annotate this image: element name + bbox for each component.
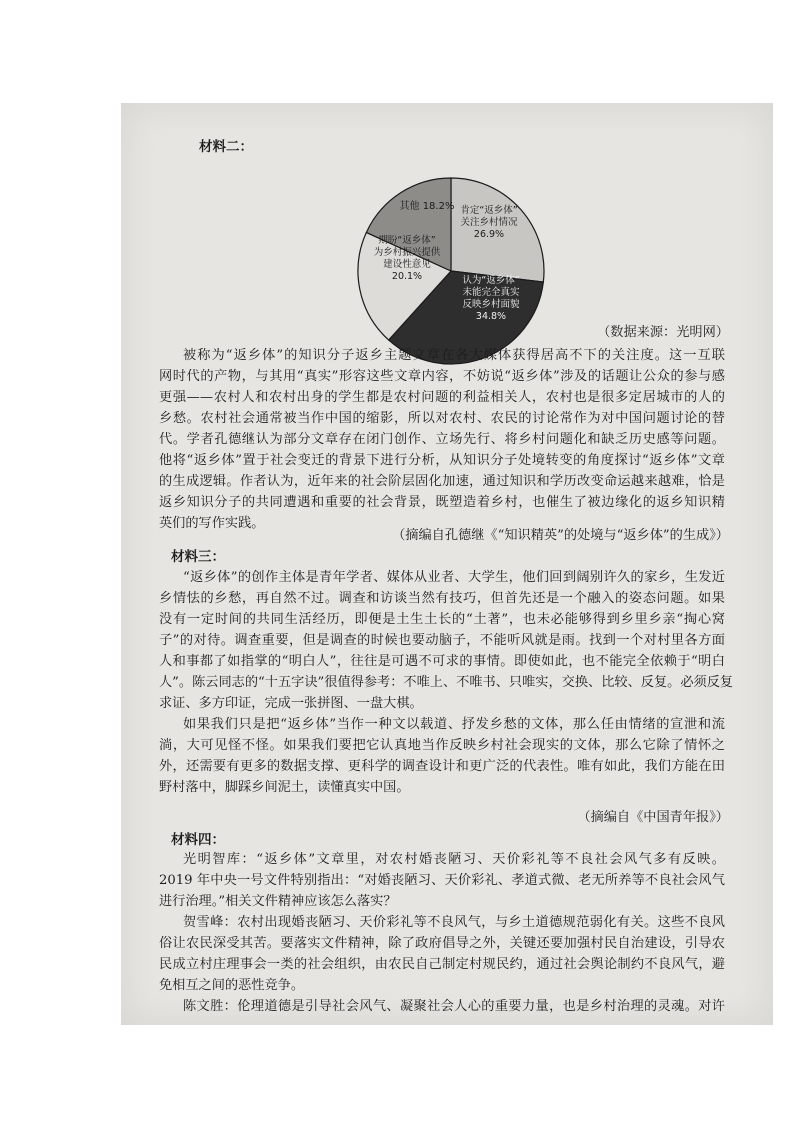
text-line: 人”。陈云同志的“十五字诀”很值得参考：不唯上、不唯书、只唯实，交换、比较、反复。必须反复 xyxy=(159,675,734,690)
text-line: 乡情怯的乡愁，再自然不过。调查和访谈当然有技巧，但首先还是一个融入的姿态问题。如果 xyxy=(159,591,725,606)
text-line: 淌，大可见怪不怪。如果我们要把它认真地当作反映乡村社会现实的文体，那么它除了情怀之 xyxy=(159,738,725,753)
pie-slice-label: 认为“返乡体” xyxy=(462,275,520,286)
pie-slice-label: 肯定“返乡体” xyxy=(460,205,518,216)
text-line: 返乡知识分子的共同遭遇和重要的社会背景，既塑造着乡村，也催生了被边缘化的返乡知识精 xyxy=(159,495,725,510)
pie-slice-label: 建设性意见 xyxy=(383,259,431,270)
citation: （摘编自孔德继《“知识精英”的处境与“返乡体”的生成》） xyxy=(392,528,729,543)
citation: （摘编自《中国青年报》） xyxy=(577,810,729,825)
pie-slice-value: 20.1% xyxy=(391,271,423,282)
text-line: 民成立村庄理事会一类的社会组织，由农民自己制定村规民约，通过社会舆论制约不良风气，避 xyxy=(159,957,725,972)
text-line: 更强——农村人和农村出身的学生都是农村问题的利益相关人，农村也是很多定居城市的人的 xyxy=(159,390,725,405)
text-line: 陈文胜：伦理道德是引导社会风气、凝聚社会人心的重要力量，也是乡村治理的灵魂。对许 xyxy=(183,999,725,1014)
text-line: 子”的对待。调查重要，但是调查的时候也要动脑子，不能听风就是雨。找到一个对村里各方面 xyxy=(159,633,725,648)
text-line: 如果我们只是把“返乡体”当作一种文以载道、抒发乡愁的文体，那么任由情绪的宣泄和流 xyxy=(183,717,725,732)
pie-slice-label: 期盼“返乡体” xyxy=(378,235,436,246)
text-line: 英们的写作实践。 xyxy=(159,516,265,531)
text-line: 外，还需要有更多的数据支撑、更科学的调查设计和更广泛的代表性。唯有如此，我们方能在田 xyxy=(159,759,725,774)
pie-slice-label: 为乡村振兴提供 xyxy=(373,247,441,258)
text-line: 光明智库：“返乡体”文章里，对农村婚丧陋习、天价彩礼等不良社会风气多有反映。 xyxy=(183,852,725,867)
material4-heading: 材料四： xyxy=(171,832,225,848)
text-line: 2019 年中央一号文件特别指出：“对婚丧陋习、天价彩礼、孝道式微、老无所养等不良社会风气 xyxy=(159,873,725,888)
pie-slice-label: 反映乡村面貌 xyxy=(462,299,520,310)
text-line: 贺雪峰：农村出现婚丧陋习、天价彩礼等不良风气，与乡土道德规范弱化有关。这些不良风 xyxy=(183,915,725,930)
scanned-page xyxy=(121,103,773,1025)
pie-slice-label: 未能完全真实 xyxy=(462,287,520,298)
text-line: 被称为“返乡体”的知识分子返乡主题文章在各大媒体获得居高不下的关注度。这一互联 xyxy=(183,348,725,363)
text-line: 没有一定时间的共同生活经历，即便是土生土长的“土著”，也未必能够得到乡里乡亲“掏心窝 xyxy=(159,612,725,627)
text-line: 乡愁。农村社会通常被当作中国的缩影，所以对农村、农民的讨论常作为对中国问题讨论的替 xyxy=(159,411,725,426)
material2-heading: 材料二： xyxy=(199,139,253,155)
chart-source: （数据来源：光明网） xyxy=(597,325,729,340)
text-line: 求证、多方印证，完成一张拼图、一盘大棋。 xyxy=(159,696,423,711)
text-line: 免相互之间的恶性竞争。 xyxy=(159,978,305,993)
text-line: 进行治理。”相关文件精神应该怎么落实？ xyxy=(159,894,397,909)
pie-chart xyxy=(321,171,581,371)
pie-slice-label: 关注乡村情况 xyxy=(460,217,518,228)
text-line: 他将“返乡体”置于社会变迁的背景下进行分析，从知识分子处境转变的角度探讨“返乡体”文章 xyxy=(159,453,725,468)
pie-slice-label: 其他 18.2% xyxy=(399,201,455,212)
text-line: 俗让农民深受其苦。要落实文件精神，除了政府倡导之外，关键还要加强村民自治建设，引导农 xyxy=(159,936,725,951)
pie-slice-value: 26.9% xyxy=(473,229,505,240)
text-line: 野村落中，脚踩乡间泥土，读懂真实中国。 xyxy=(159,780,410,795)
text-line: “返乡体”的创作主体是青年学者、媒体从业者、大学生，他们回到阔别许久的家乡，生发近 xyxy=(183,570,725,585)
material3-heading: 材料三： xyxy=(171,549,225,565)
text-line: 代。学者孔德继认为部分文章存在闭门创作、立场先行、将乡村问题化和缺乏历史感等问题。 xyxy=(159,432,725,447)
text-line: 人和事都了如指掌的“明白人”，往往是可遇不可求的事情。即使如此，也不能完全依赖于“明白 xyxy=(159,654,725,669)
pie-slice-value: 34.8% xyxy=(475,311,507,322)
text-line: 网时代的产物，与其用“真实”形容这些文章内容，不妨说“返乡体”涉及的话题让公众的参与感 xyxy=(159,369,725,384)
text-line: 的生成逻辑。作者认为，近年来的社会阶层固化加速，通过知识和学历改变命运越来越难，恰是 xyxy=(159,474,725,489)
